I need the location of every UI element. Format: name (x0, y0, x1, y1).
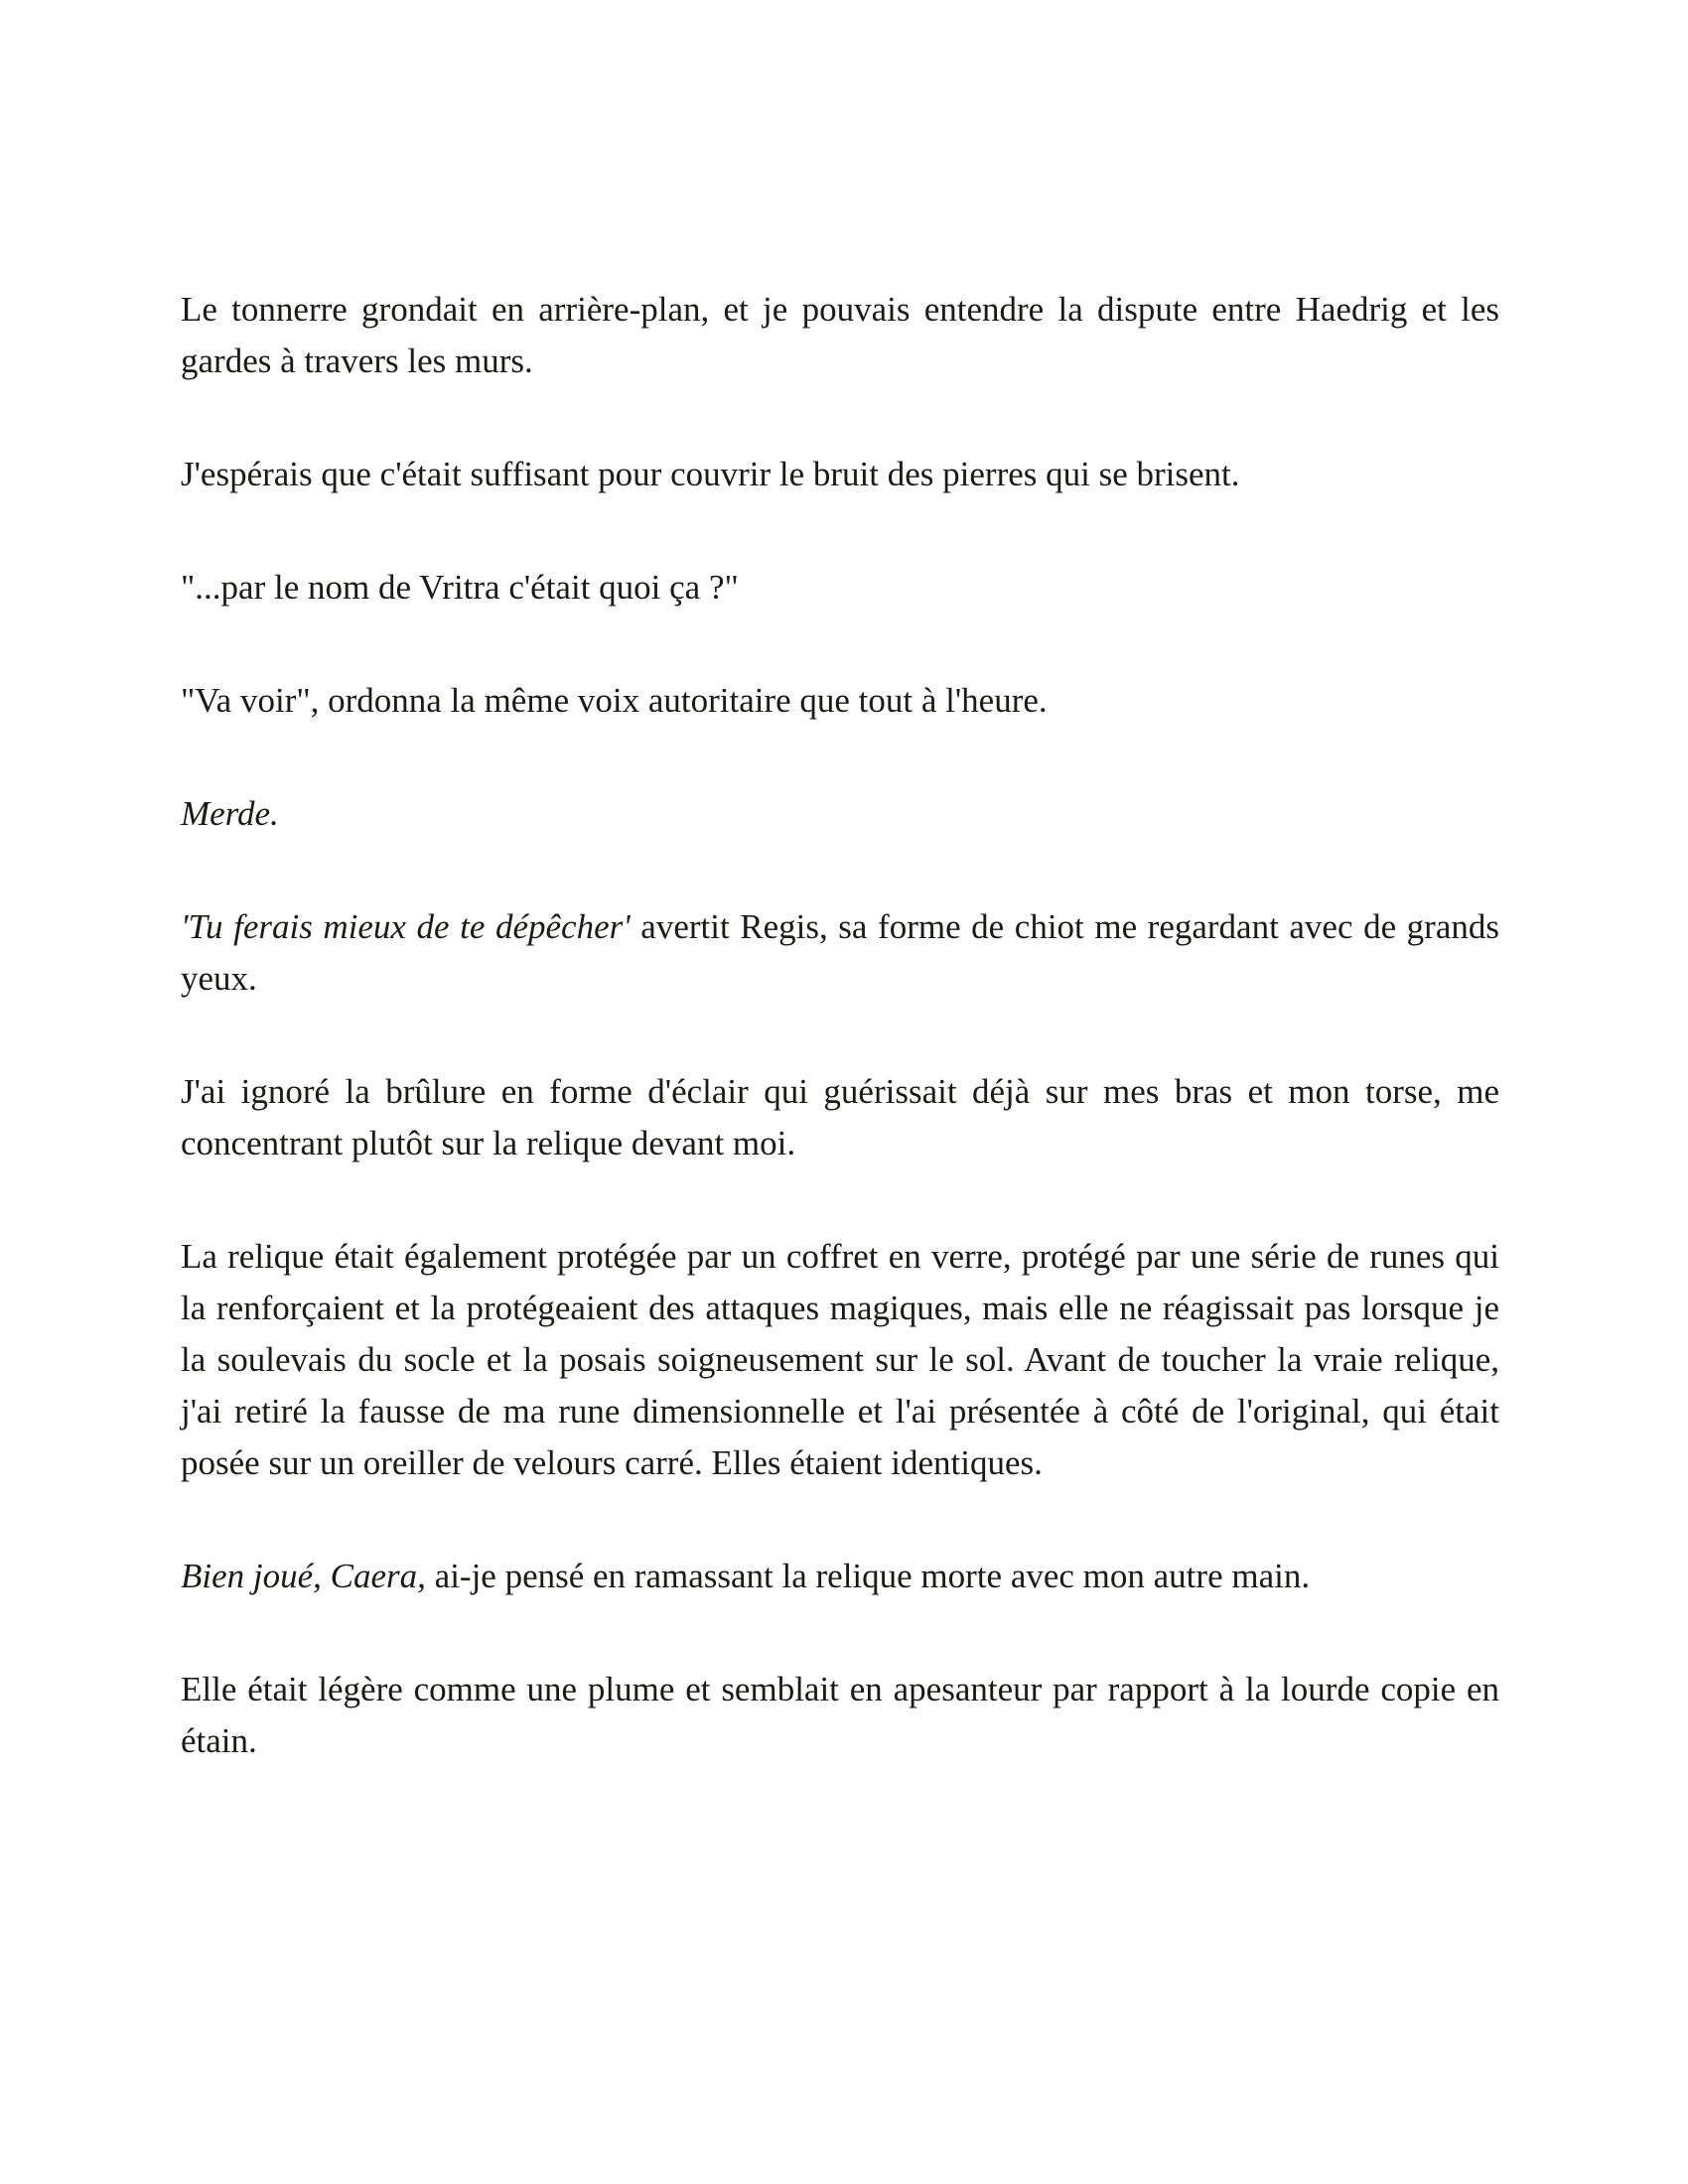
paragraph (181, 284, 1499, 387)
text-segment: ai-je pensé en ramassant la relique morte avec mon autre main. (425, 1557, 1311, 1595)
text-segment: J'ai ignoré la brûlure en forme d'éclair qui guérissait déjà sur mes bras et mon torse, me concentrant plutôt sur la relique devant moi. (181, 1072, 1499, 1162)
text-segment: avertit Regis, sa forme de chiot me regardant avec de grands yeux. (181, 907, 1499, 998)
paragraph (181, 562, 1499, 614)
paragraph (181, 1231, 1499, 1489)
paragraph (181, 1551, 1499, 1602)
text-segment: Elle était légère comme une plume et semblait en apesanteur par rapport à la lourde copie en étain. (181, 1670, 1499, 1760)
text-segment-italic: 'Tu ferais mieux de te dépêcher' (181, 907, 631, 946)
text-segment: "Va voir", ordonna la même voix autoritaire que tout à l'heure. (181, 681, 1048, 720)
paragraph (181, 449, 1499, 500)
text-body (181, 284, 1499, 1829)
paragraph (181, 1664, 1499, 1767)
paragraph (181, 788, 1499, 840)
text-segment: "...par le nom de Vritra c'était quoi ça ?" (181, 568, 739, 607)
text-segment: La relique était également protégée par un coffret en verre, protégé par une série de runes qui la renforçaient et la protégeaient des attaques magiques, mais elle ne réagissait pas lorsque je la soulevais du socle et la posais soigneusement sur le sol. Avant de toucher la vraie relique, j'ai retiré la fausse de ma rune dimensionnelle et l'ai présentée à côté de l'original, qui était posée sur un oreiller de velours carré. Elles étaient identiques. (181, 1237, 1499, 1482)
text-segment-italic: Merde. (181, 794, 279, 833)
paragraph (181, 901, 1499, 1005)
text-segment: Le tonnerre grondait en arrière-plan, et je pouvais entendre la dispute entre Haedrig et les gardes à travers les murs. (181, 290, 1499, 380)
text-segment: J'espérais que c'était suffisant pour couvrir le bruit des pierres qui se brisent. (181, 455, 1240, 493)
paragraph (181, 1066, 1499, 1169)
paragraph (181, 675, 1499, 727)
text-segment-italic: Bien joué, Caera, (181, 1557, 426, 1595)
